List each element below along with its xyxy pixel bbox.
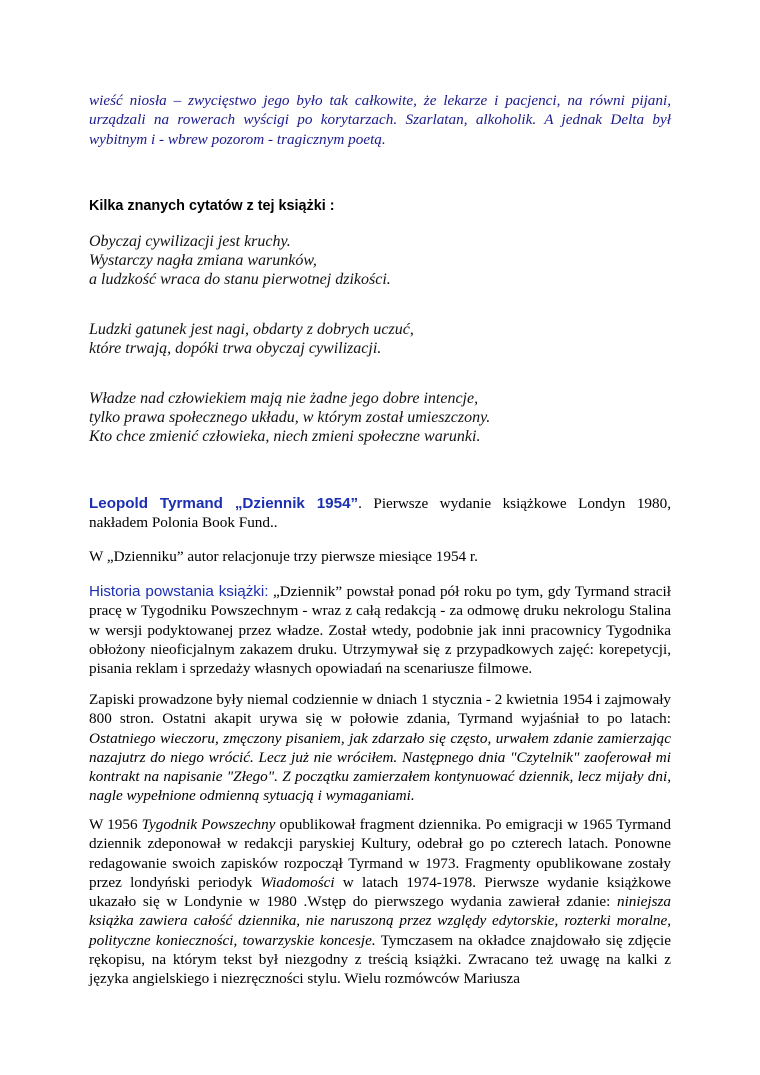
quote-line: Wystarczy nagła zmiana warunków, bbox=[89, 252, 317, 269]
pub-text: w latach 1974-1978. Pierwsze wydanie książkowe ukazało się w Londynie w 1980 .Wstęp do pierwszego wydania zawierał zdanie: bbox=[89, 873, 671, 911]
book-title: Leopold Tyrmand „Dziennik 1954” bbox=[89, 495, 359, 512]
quotes-heading: Kilka znanych cytatów z tej książki : bbox=[89, 198, 335, 214]
pub-text: opublikował fragment dziennika. Po emigracji w 1965 Tyrmand dziennik zdeponował w redakcji paryskiej Kultury, odebrał go po czterech latach. Ponowne redagowanie swoich zapisków rozpoczął Tyrmand w 1973. Fragmenty opublikowane zostały przez londyński periodyk bbox=[89, 816, 671, 891]
quote-line: które trwają, dopóki trwa obyczaj cywilizacji. bbox=[89, 340, 382, 357]
quote-1 bbox=[89, 232, 671, 289]
quote-line: tylko prawa społecznego układu, w którym został umieszczony. bbox=[89, 409, 491, 426]
author-quote: Ostatniego wieczoru, zmęczony pisaniem, jak zdarzało się często, urwałem zdanie zamierzając nazajutrz do niego wrócić. Lecz już nie wróciłem. Następnego dnia "Czytelnik" zaoferował mi kontrakt na napisanie "Złego". Z początku zamierzałem kontynuować dziennik, lecz mijały dni, nagle wypełnione odmienną sytuacją i wymaganiami. bbox=[89, 729, 671, 805]
history-label: Historia powstania książki: bbox=[89, 583, 269, 600]
publication-paragraph bbox=[89, 815, 671, 989]
quote-line: Władze nad człowiekiem mają nie żadne jego dobre intencje, bbox=[89, 390, 479, 407]
book-title-paragraph bbox=[89, 494, 671, 533]
history-paragraph bbox=[89, 582, 671, 678]
quote-3 bbox=[89, 389, 671, 446]
pub-title-tygodnik: Tygodnik Powszechny bbox=[141, 816, 276, 833]
quote-line: a ludzkość wraca do stanu pierwotnej dzikości. bbox=[89, 271, 391, 288]
pub-text: Tymczasem na okładce znajdowało się zdjęcie rękopisu, na którym tekst był niezgodny z treścią książki. Zwracano też uwagę na kalki z języka angielskiego i niezręczności stylu. Wielu rozmówców Mariusza bbox=[89, 931, 671, 988]
intro-paragraph: wieść niosła – zwycięstwo jego było tak całkowite, że lekarze i pacjenci, na równi pijani, urządzali na rowerach wyścigi po korytarzach. Szarlatan, alkoholik. A jednak Delta był wybitnym i - wbrew pozorom - tragicznym poetą. bbox=[89, 92, 671, 148]
notes-text: Zapiski prowadzone były niemal codziennie w dniach 1 stycznia - 2 kwietnia 1954 i zajmowały 800 stron. Ostatni akapit urywa się w połowie zdania, Tyrmand wyjaśniał to po latach: bbox=[89, 691, 672, 728]
history-text: „Dziennik” powstał ponad pół roku po tym, gdy Tyrmand stracił pracę w Tygodniku Powszechnym - wraz z całą redakcją - za odmowę druku nekrologu Stalina w wersji podyktowanej przez władze. Został wtedy, podobnie jak inni pracownicy Tygodnika obłożony nieoficjalnym zakazem druku. Utrzymywał się z przypadkowych zajęć: korepetycji, pisania reklam i sprzedaży własnych opowiadań na scenariusze filmowe. bbox=[89, 583, 671, 678]
quote-2 bbox=[89, 320, 671, 358]
pub-text: W 1956 bbox=[89, 816, 142, 833]
quote-line: Ludzki gatunek jest nagi, obdarty z dobrych uczuć, bbox=[89, 321, 414, 338]
book-title-rest: . Pierwsze wydanie książkowe Londyn 1980, nakładem Polonia Book Fund.. bbox=[89, 495, 671, 532]
pub-title-wiadomosci: Wiadomości bbox=[260, 873, 335, 891]
pub-quote: niniejsza książka zawiera całość dziennika, nie naruszoną przez względy edytorskie, rozterki moralne, polityczne konieczności, towarzyskie koncesje. bbox=[89, 893, 671, 949]
paragraph-summary: W „Dzienniku” autor relacjonuje trzy pierwsze miesiące 1954 r. bbox=[89, 548, 478, 565]
notes-paragraph bbox=[89, 690, 671, 806]
quote-line: Kto chce zmienić człowieka, niech zmieni społeczne warunki. bbox=[89, 428, 481, 445]
quote-line: Obyczaj cywilizacji jest kruchy. bbox=[89, 233, 291, 250]
